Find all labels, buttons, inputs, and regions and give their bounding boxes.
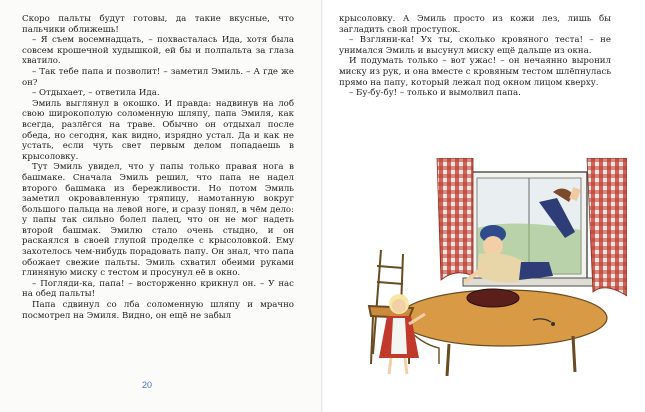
paragraph: – Взгляни-ка! Ух ты, сколько кровяного теста! – не унимался Эмиль и высунул миску ещё дальше из окна. [339, 35, 611, 56]
dough-bowl [467, 289, 519, 307]
paragraph: – Я съем восемнадцать, – похвасталась Ида, хотя была совсем крошечной худышкой, ей бы и полпальта за глаза хватило. [22, 35, 294, 67]
left-curtain [437, 158, 473, 280]
paragraph: – Погляди-ка, папа! – восторженно крикнул он. – У нас на обед пальты! [22, 278, 294, 300]
right-text-column [339, 14, 611, 99]
page-number: 20 [142, 380, 153, 390]
right-page [323, 0, 645, 412]
table [399, 289, 607, 376]
paragraph: Папа сдвинул со лба соломенную шляпу и мрачно посмотрел на Эмиля. Видно, он ещё не забыл [22, 300, 294, 321]
illustration-emil-window [343, 158, 627, 380]
left-text-column [22, 14, 294, 321]
left-page [0, 0, 322, 412]
paragraph: И подумать только – вот ужас! – он нечаянно выронил миску из рук, и она вместе с кровяным тестом шлёпнулась прямо на папу, который лежал под окном лицом кверху. [339, 56, 611, 88]
paragraph: – Отдыхает, – ответила Ида. [32, 88, 160, 99]
paragraph: крысоловку. А Эмиль просто из кожи лез, лишь бы загладить свой проступок. [339, 14, 611, 35]
right-curtain [587, 158, 627, 296]
paragraph: Эмиль выглянул в окошко. И правда: надвинув на лоб свою широкополую соломенную шляпу, папа Эмиля, как всегда, разлёгся на траве. Обычно он отдыхал после обеда, но сегодня, как видно, изрядно устал. Да и как не устать, если чуть свет первым делом попадаешь в крысоловку. [22, 98, 294, 162]
paragraph: – Так тебе папа и позволит! – заметил Эмиль. – А где же он? [22, 66, 294, 88]
paragraph: Скоро пальты будут готовы, да такие вкусные, что пальчики оближешь! [22, 14, 294, 35]
paragraph: Тут Эмиль увидел, что у папы только правая нога в башмаке. Сначала Эмиль решил, что папа не надел второго башмака из бережливости. Но потом Эмиль заметил окровавленную тряпицу, намотанную вокруг большого пальца на левой ноге, и сразу понял, в чём дело: у папы так сильно болел палец, что он не мог надеть второй башмак. Эмилю стало очень стыдно, и он раскаялся в своей глупой проделке с крысоловкой. Ему захотелось чем-нибудь порадовать папу. Он знал, что папа обожает свежие пальты. Эмиль схватил обеими руками глиняную миску с тестом и просунул её в окно. [22, 162, 294, 279]
paragraph: – Бу-бу-бу! – только и вымолвил папа. [349, 88, 521, 99]
